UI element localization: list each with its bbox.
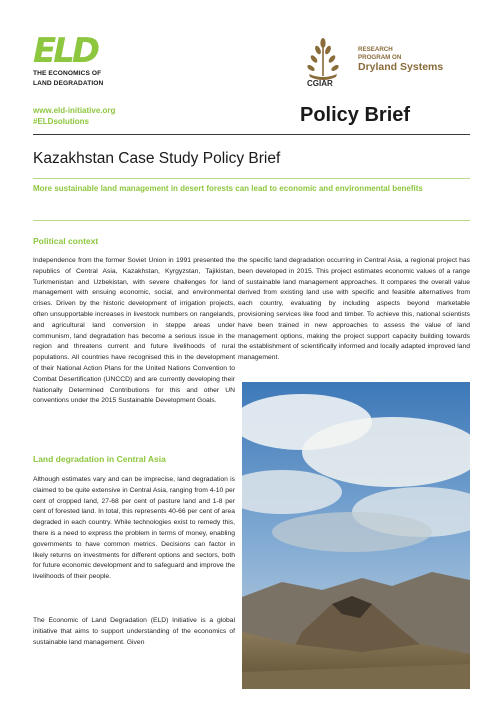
website-link[interactable]: www.eld-initiative.org <box>33 106 116 115</box>
program-title: Dryland Systems <box>358 61 444 73</box>
land-paragraph-2: The Economic of Land Degradation (ELD) Initiative is a global initiative that aims to support understanding of the economics of sustainable land management. Given <box>33 617 235 646</box>
political-paragraph-1: Independence from the former Soviet Union in 1991 presented the republics of Central Asia, Kazakhstan, Kyrgyzstan, Tajikistan, Turkmenistan and Uzbekistan, with severe challenges for land management with ensuing economic, social, and environmental crises. Driven by the historic development of irrigation projects, often unsupportable increases in livestock numbers on rangelands, and agricultural land conversion in steppe areas under communism, land degradation has become a serious issue in the region and threatens current and future livelihoods of rural populations. All countries have recognised this in the development of their National Action Plans for the United Nations Convention to Combat Desertification (UNCCD) and are currently developing their Nationally Determined Contributions for this and other UN conventions under the 2015 Sustainable Development Goals. <box>33 257 235 405</box>
page-title: Kazakhstan Case Study Policy Brief <box>33 150 281 167</box>
land-paragraph-1: Although estimates vary and can be imprecise, land degradation is claimed to be quite extensive in Central Asia, ranging from 4-10 per cent of cropped land, 27-68 per cent of pasture land and 1-8 per cent of forested land. In total, this represents 40-66 per cent of area degraded in each country. While technologies exist to remedy this, there is a need to express the problem in terms of money, enabling governments to have common metrics. Decisions can factor in likely returns on investments for different options and sectors, both for future economic development and to safeguard and improve the livelihoods of their people. <box>33 476 235 581</box>
eld-tagline-1: THE ECONOMICS OF <box>33 70 102 77</box>
program-label <box>358 46 401 61</box>
eld-tagline-2: LAND DEGRADATION <box>33 80 104 87</box>
standfirst: More sustainable land management in desert forests can lead to economic and environmental benefits <box>33 184 423 193</box>
political-paragraph-2: the specific land degradation occurring in Central Asia, a regional project has been developed in 2015. This project estimates economic values of a range of sustainable land management approaches. It compares the overall value derived from existing land use with specific and feasible alternatives from each country, evaluating by including aspects beyond marketable provisioning services like food and timber. To achieve this, national scientists have been trained in new approaches to assess the value of land management options, making the project support capacity building towards the establishment of scientifically informed and locally adapted improved land management. <box>238 257 470 362</box>
cgiar-label: CGIAR <box>307 79 333 88</box>
land-degradation-heading: Land degradation in Central Asia <box>33 454 166 464</box>
hashtag: #ELDsolutions <box>33 116 90 126</box>
mountain-landscape-photo <box>242 382 470 689</box>
standfirst-divider <box>33 220 470 221</box>
doc-type-heading: Policy Brief <box>300 104 411 126</box>
political-context-heading: Political context <box>33 236 99 246</box>
site-info <box>33 106 115 127</box>
eld-logo <box>33 31 123 88</box>
program-line-1: RESEARCH <box>358 46 393 53</box>
eld-logo-letters: ELD <box>33 31 98 71</box>
program-line-2: PROGRAM ON <box>358 53 402 61</box>
title-divider <box>33 178 470 179</box>
header-divider <box>33 134 470 135</box>
